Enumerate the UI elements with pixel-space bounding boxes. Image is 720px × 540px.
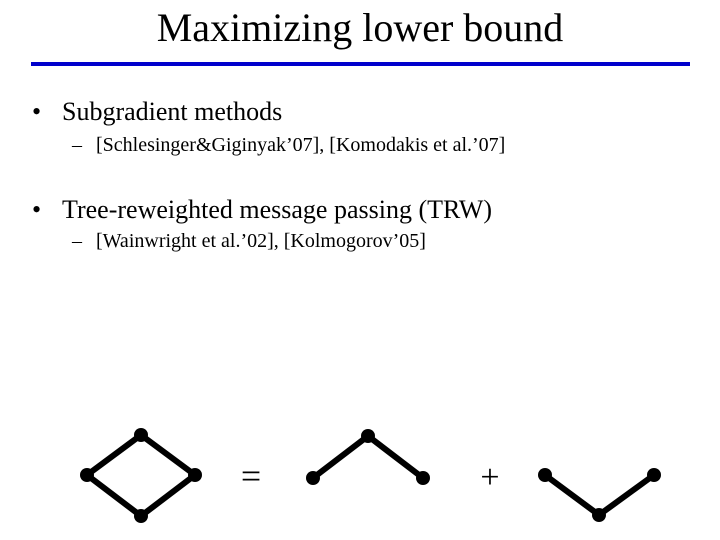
bullet-trw — [32, 194, 492, 226]
tree-upper — [306, 429, 430, 485]
graph-node — [538, 468, 552, 482]
plus-sign: + — [480, 459, 500, 496]
graph-edge — [313, 436, 368, 478]
tree-lower — [538, 468, 661, 522]
graph-node — [361, 429, 375, 443]
sub-bullet-subgradient-refs — [72, 132, 505, 158]
equals-sign: = — [240, 456, 262, 496]
bullet-subgradient — [32, 96, 282, 128]
graph-edge — [141, 475, 195, 516]
bullet-text: Tree-reweighted message passing (TRW) — [62, 195, 493, 224]
title-underline — [31, 62, 690, 66]
graph-node — [134, 428, 148, 442]
graph-node — [647, 468, 661, 482]
graph-node — [306, 471, 320, 485]
sub-bullet-text: [Schlesinger&Giginyak’07], [Komodakis et al.’07] — [96, 134, 506, 156]
cycle-graph — [80, 428, 202, 523]
graph-node — [80, 468, 94, 482]
graph-edge — [87, 475, 141, 516]
graph-edge — [545, 475, 599, 515]
graph-node — [134, 509, 148, 523]
slide-title: Maximizing lower bound — [156, 5, 564, 50]
graph-edge — [87, 435, 141, 475]
graph-edge — [141, 435, 195, 475]
sub-bullet-trw-refs — [72, 228, 426, 254]
sub-bullet-marker: – — [72, 134, 82, 156]
graph-decomposition-figure — [0, 410, 720, 535]
graph-node — [416, 471, 430, 485]
graph-node — [188, 468, 202, 482]
sub-bullet-marker: – — [72, 230, 82, 252]
bullet-marker: • — [32, 97, 42, 126]
graph-node — [592, 508, 606, 522]
graph-edge — [599, 475, 654, 515]
bullet-text: Subgradient methods — [62, 97, 283, 126]
graph-edge — [368, 436, 423, 478]
sub-bullet-text: [Wainwright et al.’02], [Kolmogorov’05] — [96, 230, 426, 252]
bullet-marker: • — [32, 195, 42, 224]
